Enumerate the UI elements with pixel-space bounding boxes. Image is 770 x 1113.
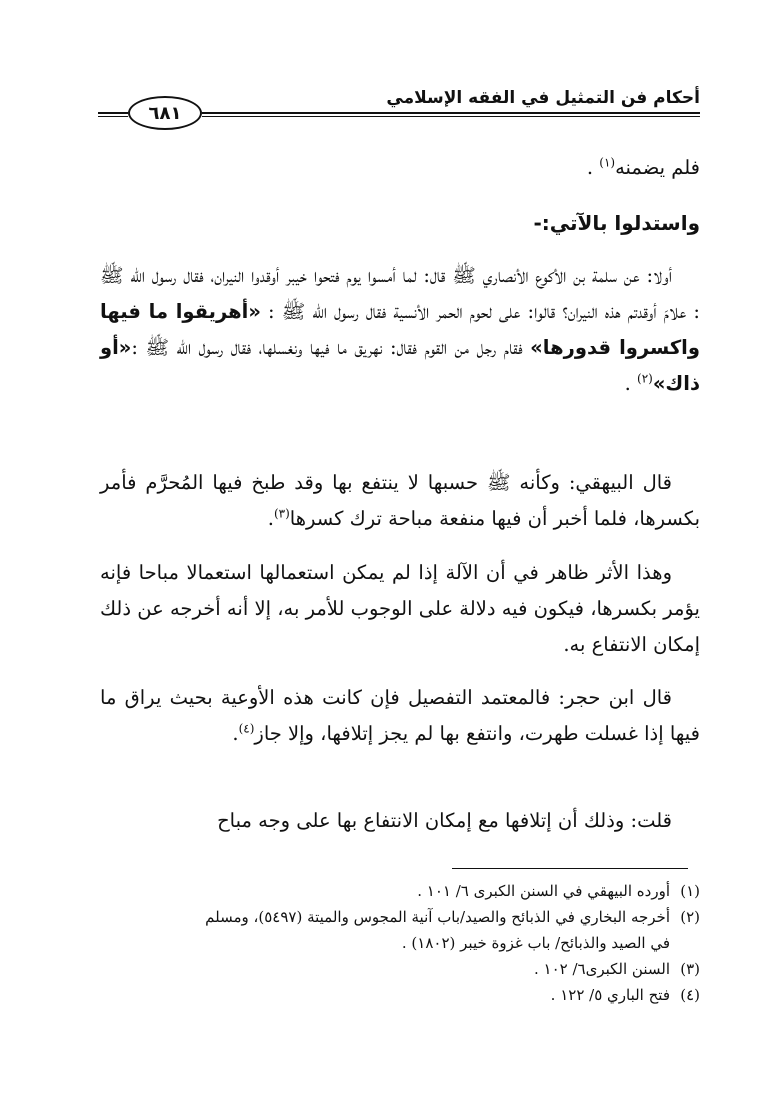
p1-quote-2: «أو ذاك»: [100, 336, 700, 395]
p1-end: .: [624, 372, 637, 395]
footnote-ref-3[interactable]: (٣): [273, 506, 290, 521]
header-rule-left: [98, 112, 128, 114]
p3-text: وهذا الأثر ظاهر في أن الآلة إذا لم يمكن استعمالها استعمالا مباحا فإنه يؤمر بكسرها، فيكون فيه دلالة على الوجوب للأمر به، إلا أنه أخرجه عن ذلك إمكان الانتفاع به.: [100, 561, 700, 656]
p2-text: قال البيهقي: وكأنه ﷺ حسبها لا ينتفع بها وقد طبخ فيها المُحرَّم فأمر بكسرها، فلما أخبر أن فيها منفعة مباحة ترك كسرها: [100, 471, 700, 530]
p1-text-a: أولا: عن سلمة بن الأكوع الأنصاري ﷺ قال: لما أمسوا يوم فتحوا خيبر أوقدوا النيران، فقال رسول الله ﷺ : علامَ أوقدتم هذه النيران؟ قالوا: على لحوم الحمر الأنسية فقال رسول الله ﷺ :: [100, 264, 700, 323]
footnote-text: فتح الباري ٥/ ١٢٢ .: [550, 986, 670, 1004]
footnote-2: [100, 904, 700, 956]
footnote-1: [100, 878, 700, 904]
footnote-4: [100, 982, 700, 1008]
paragraph-hadith: [100, 258, 700, 402]
header-rule: [202, 112, 700, 114]
footnote-separator: [452, 868, 688, 869]
footnote-text-continued: في الصيد والذبائح/ باب غزوة خيبر (١٨٠٢) .: [401, 934, 670, 952]
p1-quote: «أهريقوا ما فيها واكسروا قدورها»: [100, 300, 700, 359]
header-rule-thin: [202, 116, 700, 117]
footnote-number: (٢): [680, 908, 700, 926]
p5-text: قلت: وذلك أن إتلافها مع إمكان الانتفاع بها على وجه مباح: [217, 809, 672, 832]
p1-text-b: فقام رجل من القوم فقال: نهريق ما فيها ونغسلها، فقال رسول الله ﷺ :: [131, 336, 531, 359]
footnote-number: (٣): [680, 960, 700, 978]
page-number-badge: ٦٨١: [128, 96, 202, 130]
footnotes: [100, 878, 700, 1008]
footnote-ref-2[interactable]: (٢): [637, 371, 653, 386]
p4-text: قال ابن حجر: فالمعتمد التفصيل فإن كانت هذه الأوعية بحيث يراق ما فيها إذا غسلت طهرت، وانتفع بها لم يجز إتلافها، وإلا جاز: [100, 686, 700, 745]
footnote-number: (٤): [680, 986, 700, 1004]
footnote-ref-4[interactable]: (٤): [238, 721, 255, 736]
paragraph-athar: [100, 555, 700, 663]
p4-end: .: [232, 722, 239, 745]
paragraph-ibn-hajar: [100, 680, 700, 752]
footnote-ref-1[interactable]: (١): [599, 155, 616, 170]
footnote-3: [100, 956, 700, 982]
intro-line: [100, 150, 700, 186]
footnote-number: (١): [680, 882, 700, 900]
section-heading: واستدلوا بالآتي:-: [533, 211, 700, 235]
p2-end: .: [267, 507, 274, 530]
header-rule-left-thin: [98, 116, 128, 117]
footnote-text: أورده البيهقي في السنن الكبرى ٦/ ١٠١ .: [417, 882, 670, 900]
intro-end: .: [586, 156, 600, 179]
footnote-text: السنن الكبرى٦/ ١٠٢ .: [533, 960, 670, 978]
paragraph-bayhaqi: [100, 465, 700, 537]
running-header-title: أحكام فن التمثيل في الفقه الإسلامي: [386, 88, 700, 108]
intro-text: فلم يضمنه: [615, 156, 700, 179]
paragraph-qult: [100, 803, 700, 839]
footnote-text: أخرجه البخاري في الذبائح والصيد/باب آنية المجوس والميتة (٥٤٩٧)، ومسلم: [205, 908, 670, 926]
